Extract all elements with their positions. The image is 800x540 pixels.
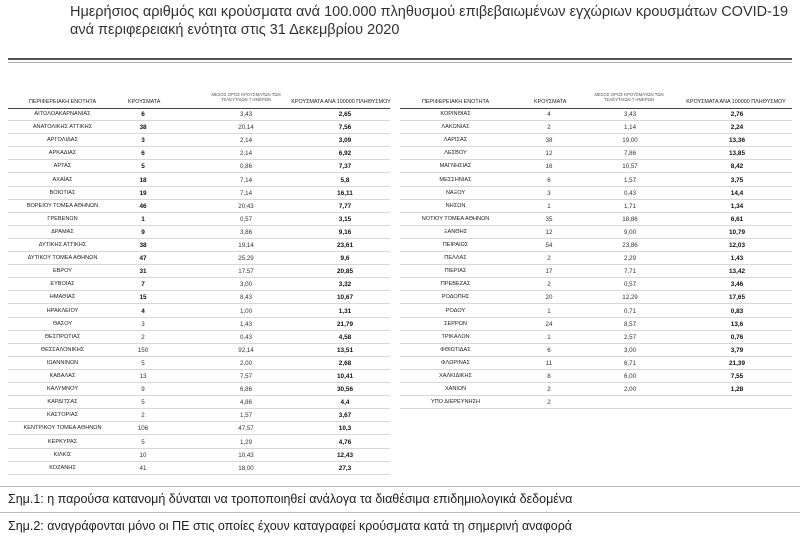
per100k-cell: 12,03 <box>729 242 745 249</box>
per100k-cell: 27,3 <box>338 464 352 472</box>
region-cell: ΘΕΣΣΑΛΟΝΙΚΗΣ <box>40 346 85 353</box>
region-cell: ΠΕΙΡΑΙΩΣ <box>442 242 469 248</box>
note-1: Σημ.1: η παρούσα κατανομή δύναται να τροποποιηθεί ανάλογα τα διαθέσιμα επιδημιολογικά δεδομένα <box>8 492 573 506</box>
avg-cell: 9,00 <box>623 228 637 236</box>
cases-cell: 2 <box>547 255 551 263</box>
cases-cell: 5 <box>141 163 145 171</box>
region-cell: ΚΕΡΚΥΡΑΣ <box>47 438 78 445</box>
avg-cell: 7,57 <box>239 373 253 380</box>
avg-cell: 12,29 <box>622 294 638 302</box>
avg-cell: 1,57 <box>239 412 253 420</box>
avg-cell: 47,57 <box>238 425 254 433</box>
per100k-cell: 12,43 <box>337 451 353 459</box>
row-separator <box>400 330 792 331</box>
region-cell: ΝΑΞΟΥ <box>445 189 466 196</box>
row-separator <box>8 172 390 173</box>
table-row <box>0 384 800 395</box>
table-row <box>0 188 800 199</box>
row-separator <box>400 159 792 160</box>
per100k-cell: 23,61 <box>337 242 353 249</box>
avg-cell: 17,57 <box>238 268 254 276</box>
cases-cell: 4 <box>547 111 551 118</box>
avg-cell: 19,00 <box>622 137 638 145</box>
cases-cell: 106 <box>137 425 149 433</box>
cases-cell: 1 <box>547 333 551 341</box>
cases-cell: 10 <box>139 451 147 459</box>
left-cases-header: ΚΡΟΥΣΜΑΤΑ <box>128 99 161 105</box>
per100k-cell: 6,92 <box>338 150 352 158</box>
avg-cell: 3,00 <box>623 346 637 354</box>
per100k-cell: 1,31 <box>338 307 352 315</box>
per100k-cell: 13,51 <box>337 346 353 354</box>
table-row <box>0 358 800 369</box>
region-cell: ΤΡΙΚΑΛΩΝ <box>441 333 470 340</box>
per100k-cell: 2,68 <box>338 359 352 367</box>
per100k-cell: 1,43 <box>730 255 744 263</box>
avg-cell: 0,71 <box>623 307 637 315</box>
per100k-cell: 1,34 <box>730 202 744 210</box>
avg-cell: 0,43 <box>623 189 637 197</box>
row-separator <box>8 277 390 278</box>
row-separator <box>8 159 390 160</box>
per100k-cell: 7,55 <box>730 373 744 380</box>
cases-cell: 54 <box>545 242 553 249</box>
cases-cell: 47 <box>139 255 147 263</box>
avg-cell: 0,57 <box>239 215 253 223</box>
region-cell: ΚΟΡΙΝΘΙΑΣ <box>440 111 471 117</box>
avg-cell: 23,86 <box>622 242 638 249</box>
page-heading: Ημερήσιος αριθμός και κρούσματα ανά 100.000 πληθυσμού επιβεβαιωμένων εγχώριων κρουσμάτων COVID-19 ανά περιφερειακή ενότητα στις 31 Δεκεμβρίου 2020 <box>70 4 789 38</box>
per100k-cell: 3,75 <box>730 176 744 184</box>
per100k-cell: 3,79 <box>730 346 744 354</box>
cases-cell: 6 <box>141 111 145 118</box>
region-cell: ΞΑΝΘΗΣ <box>443 228 468 235</box>
per100k-cell: 1,28 <box>730 386 744 394</box>
note-2: Σημ.2: αναγράφονται μόνο οι ΠΕ στις οποίες έχουν καταγραφεί κρούσματα κατά τη σημερινή αναφορά <box>8 519 573 533</box>
right-avg-header: ΜΕΣΟΣ ΟΡΟΣ ΚΡΟΥΣΜΑΤΩΝ ΤΩΝ ΤΕΛΕΥΤΑΙΩΝ 7 ΗΜΕΡΩΝ <box>594 92 664 102</box>
table-row <box>0 450 800 461</box>
row-separator <box>400 343 792 344</box>
table-row <box>0 161 800 172</box>
row-separator <box>8 303 390 304</box>
cases-cell: 9 <box>141 228 145 236</box>
per100k-cell: 2,65 <box>338 111 352 118</box>
cases-cell: 6 <box>141 150 145 158</box>
region-cell: ΓΡΕΒΕΝΩΝ <box>47 215 78 222</box>
row-separator <box>8 434 390 435</box>
avg-cell: 18,00 <box>238 464 254 472</box>
table-row <box>0 240 800 251</box>
per100k-cell: 13,36 <box>729 137 745 145</box>
region-cell: ΚΟΖΑΝΗΣ <box>49 464 76 471</box>
left-per100k-header: ΚΡΟΥΣΜΑΤΑ ΑΝΑ 100000 ΠΛΗΘΥΣΜΟΥ <box>291 99 391 105</box>
cases-cell: 5 <box>141 359 145 367</box>
cases-cell: 16 <box>545 163 553 171</box>
avg-cell: 25,29 <box>238 255 254 263</box>
row-separator <box>8 264 390 265</box>
cases-cell: 3 <box>141 320 145 328</box>
cases-cell: 38 <box>545 137 553 145</box>
cases-cell: 15 <box>139 294 147 302</box>
region-cell: ΔΥΤΙΚΟΥ ΤΟΜΕΑ ΑΘΗΝΩΝ <box>27 255 98 262</box>
avg-cell: 1,43 <box>239 320 253 328</box>
cases-cell: 11 <box>545 359 553 367</box>
cases-cell: 31 <box>139 268 147 276</box>
table-row <box>0 109 800 120</box>
region-cell: ΝΗΣΩΝ <box>445 202 466 209</box>
row-separator <box>400 382 792 383</box>
per100k-cell: 7,56 <box>338 124 352 132</box>
cases-cell: 7 <box>141 281 145 289</box>
cases-cell: 20 <box>545 294 553 302</box>
per100k-cell: 8,42 <box>730 163 744 171</box>
per100k-cell: 4,58 <box>338 333 352 341</box>
row-separator <box>400 212 792 213</box>
avg-cell: 8,57 <box>623 320 637 328</box>
avg-cell: 18,86 <box>622 215 638 223</box>
region-cell: ΡΟΔΟΠΗΣ <box>441 294 470 301</box>
region-cell: ΧΑΝΙΩΝ <box>444 386 467 393</box>
avg-cell: 2,14 <box>239 137 253 145</box>
row-separator <box>400 264 792 265</box>
table-row <box>0 266 800 277</box>
cases-cell: 35 <box>545 215 553 223</box>
per100k-cell: 10,3 <box>338 425 352 433</box>
cases-cell: 38 <box>139 242 147 249</box>
per100k-cell: 3,32 <box>338 281 352 289</box>
table-row <box>0 227 800 238</box>
cases-cell: 4 <box>141 307 145 315</box>
table-row <box>0 175 800 186</box>
cases-cell: 1 <box>547 202 551 210</box>
row-separator <box>400 290 792 291</box>
region-cell: ΚΙΛΚΙΣ <box>53 451 72 458</box>
avg-cell: 0,57 <box>623 281 637 289</box>
per100k-cell: 9,16 <box>338 228 352 236</box>
cases-cell: 24 <box>545 320 553 328</box>
table-row <box>0 332 800 343</box>
avg-cell: 2,00 <box>239 359 253 367</box>
region-cell: ΠΙΕΡΙΑΣ <box>444 268 467 275</box>
region-cell: ΛΑΚΩΝΙΑΣ <box>441 124 470 131</box>
per100k-cell: 5,8 <box>340 176 350 184</box>
avg-cell: 7,71 <box>623 268 637 276</box>
region-cell: ΗΜΑΘΙΑΣ <box>49 294 76 301</box>
region-cell: ΦΛΩΡΙΝΑΣ <box>441 359 470 366</box>
per100k-cell: 13,85 <box>729 150 745 158</box>
region-cell: ΑΝΑΤΟΛΙΚΗΣ ΑΤΤΙΚΗΣ <box>32 124 93 131</box>
region-cell: ΝΟΤΙΟΥ ΤΟΜΕΑ ΑΘΗΝΩΝ <box>421 215 490 222</box>
right-per100k-header: ΚΡΟΥΣΜΑΤΑ ΑΝΑ 100000 ΠΛΗΘΥΣΜΟΥ <box>686 99 786 105</box>
avg-cell: 2,14 <box>239 150 253 158</box>
cases-cell: 12 <box>545 150 553 158</box>
table-row <box>0 214 800 225</box>
per100k-cell: 7,37 <box>338 163 352 171</box>
per100k-cell: 10,67 <box>337 294 353 302</box>
region-cell: ΑΡΚΑΔΙΑΣ <box>48 150 77 157</box>
heading-rule-thin <box>8 62 792 63</box>
cases-cell: 41 <box>139 464 147 472</box>
per100k-cell: 30,56 <box>337 386 353 394</box>
avg-cell: 6,71 <box>623 359 637 367</box>
per100k-cell: 2,76 <box>730 111 744 118</box>
table-row <box>0 148 800 159</box>
per100k-cell: 10,41 <box>337 373 353 380</box>
region-cell: ΚΑΡΔΙΤΣΑΣ <box>47 399 78 406</box>
row-separator <box>8 343 390 344</box>
row-separator <box>8 330 390 331</box>
cases-cell: 2 <box>547 281 551 289</box>
row-separator <box>400 120 792 121</box>
row-separator <box>400 408 792 409</box>
row-separator <box>8 395 390 396</box>
avg-cell: 1,57 <box>623 176 637 184</box>
table-row <box>0 437 800 448</box>
region-cell: ΚΑΒΑΛΑΣ <box>49 373 76 379</box>
row-separator <box>8 199 390 200</box>
row-separator <box>8 421 390 422</box>
cases-cell: 2 <box>547 124 551 132</box>
region-cell: ΗΡΑΚΛΕΙΟΥ <box>46 307 79 314</box>
region-cell: ΡΟΔΟΥ <box>445 307 466 314</box>
avg-cell: 4,86 <box>239 399 253 407</box>
cases-cell: 19 <box>139 189 147 197</box>
cases-cell: 3 <box>141 137 145 145</box>
region-cell: ΑΧΑΪΑΣ <box>52 176 73 183</box>
cases-cell: 9 <box>141 386 145 394</box>
region-cell: ΙΩΑΝΝΙΝΩΝ <box>46 359 79 366</box>
avg-cell: 6,00 <box>623 373 637 380</box>
region-cell: ΕΥΒΟΙΑΣ <box>50 281 75 288</box>
row-separator <box>8 133 390 134</box>
region-cell: ΛΑΡΙΣΑΣ <box>443 137 468 144</box>
per100k-cell: 2,24 <box>730 124 744 132</box>
row-separator <box>400 317 792 318</box>
region-cell: ΣΕΡΡΩΝ <box>444 320 467 327</box>
row-separator <box>400 238 792 239</box>
row-separator <box>8 120 390 121</box>
avg-cell: 3,43 <box>239 111 253 118</box>
cases-cell: 2 <box>141 412 145 420</box>
avg-cell: 6,86 <box>239 386 253 394</box>
row-separator <box>400 146 792 147</box>
per100k-cell: 6,61 <box>730 215 744 223</box>
avg-cell: 92,14 <box>238 346 254 354</box>
avg-cell: 2,00 <box>623 386 637 394</box>
per100k-cell: 20,85 <box>337 268 353 276</box>
row-separator <box>400 172 792 173</box>
row-separator <box>400 356 792 357</box>
left-region-header: ΠΕΡΙΦΕΡΕΙΑΚΗ ΕΝΟΤΗΤΑ <box>28 99 97 105</box>
avg-cell: 0,86 <box>239 163 253 171</box>
region-cell: ΘΑΣΟΥ <box>52 320 73 327</box>
row-separator <box>8 382 390 383</box>
avg-cell: 3,00 <box>239 281 253 289</box>
region-cell: ΒΟΙΩΤΙΑΣ <box>49 189 76 196</box>
notes-divider <box>0 486 800 487</box>
avg-cell: 1,29 <box>239 438 253 446</box>
table-row <box>0 279 800 290</box>
per100k-cell: 14,4 <box>730 189 744 197</box>
table-row <box>0 423 800 434</box>
region-cell: ΜΑΓΝΗΣΙΑΣ <box>439 163 472 170</box>
region-cell: ΧΑΛΚΙΔΙΚΗΣ <box>438 373 472 379</box>
cases-cell: 150 <box>137 346 149 354</box>
region-cell: ΕΒΡΟΥ <box>52 268 73 275</box>
per100k-cell: 0,83 <box>730 307 744 315</box>
cases-cell: 6 <box>547 176 551 184</box>
table-row <box>0 135 800 146</box>
row-separator <box>400 251 792 252</box>
per100k-cell: 3,67 <box>338 412 352 420</box>
cases-cell: 5 <box>141 399 145 407</box>
row-separator <box>400 186 792 187</box>
cases-cell: 13 <box>139 373 147 380</box>
per100k-cell: 16,11 <box>337 189 353 197</box>
row-separator <box>8 146 390 147</box>
avg-cell: 7,14 <box>239 189 253 197</box>
row-separator <box>400 199 792 200</box>
row-separator <box>400 133 792 134</box>
row-separator <box>8 317 390 318</box>
avg-cell: 1,14 <box>623 124 637 132</box>
avg-cell: 10,43 <box>238 451 254 459</box>
cases-cell: 2 <box>547 386 551 394</box>
left-avg-header: ΜΕΣΟΣ ΟΡΟΣ ΚΡΟΥΣΜΑΤΩΝ ΤΩΝ ΤΕΛΕΥΤΑΙΩΝ 7 ΗΜΕΡΩΝ <box>211 92 281 102</box>
avg-cell: 8,43 <box>239 294 253 302</box>
avg-cell: 3,86 <box>239 228 253 236</box>
per100k-cell: 13,6 <box>730 320 744 328</box>
row-separator <box>8 225 390 226</box>
per100k-cell: 10,79 <box>729 228 745 236</box>
per100k-cell: 3,09 <box>338 137 352 145</box>
region-cell: ΚΑΛΥΜΝΟΥ <box>46 386 79 393</box>
row-separator <box>400 395 792 396</box>
per100k-cell: 21,39 <box>729 359 745 367</box>
right-region-header: ΠΕΡΙΦΕΡΕΙΑΚΗ ΕΝΟΤΗΤΑ <box>421 99 490 105</box>
row-separator <box>8 408 390 409</box>
per100k-cell: 0,76 <box>730 333 744 341</box>
avg-cell: 0,43 <box>239 333 253 341</box>
table-row <box>0 306 800 317</box>
per100k-cell: 17,65 <box>729 294 745 302</box>
table-row <box>0 292 800 303</box>
avg-cell: 1,00 <box>239 307 253 315</box>
table-row <box>0 371 800 382</box>
row-separator <box>8 212 390 213</box>
cases-cell: 1 <box>141 215 145 223</box>
cases-cell: 17 <box>545 268 553 276</box>
row-separator <box>8 448 390 449</box>
cases-cell: 5 <box>141 438 145 446</box>
heading-rule <box>8 58 792 60</box>
region-cell: ΠΕΛΛΑΣ <box>444 255 467 262</box>
notes-divider-2 <box>0 512 800 513</box>
region-cell: ΔΥΤΙΚΗΣ ΑΤΤΙΚΗΣ <box>38 242 87 248</box>
row-separator <box>400 277 792 278</box>
region-cell: ΛΕΣΒΟΥ <box>444 150 467 157</box>
per100k-cell: 21,79 <box>337 320 353 328</box>
region-cell: ΑΡΤΑΣ <box>53 163 72 170</box>
avg-cell: 20,14 <box>238 124 254 132</box>
avg-cell: 2,57 <box>623 333 637 341</box>
region-cell: ΠΡΕΒΕΖΑΣ <box>440 281 471 288</box>
right-cases-header: ΚΡΟΥΣΜΑΤΑ <box>534 99 567 105</box>
cases-cell: 12 <box>545 228 553 236</box>
per100k-cell: 3,46 <box>730 281 744 289</box>
region-cell: ΘΕΣΠΡΩΤΙΑΣ <box>44 333 81 340</box>
avg-cell: 7,86 <box>623 150 637 158</box>
row-separator <box>8 369 390 370</box>
per100k-cell: 4,4 <box>340 399 350 407</box>
avg-cell: 10,57 <box>622 163 638 171</box>
per100k-cell: 3,15 <box>338 215 352 223</box>
row-separator <box>8 461 390 462</box>
avg-cell: 3,43 <box>623 111 637 118</box>
per100k-cell: 9,6 <box>340 255 350 263</box>
cases-cell: 18 <box>139 176 147 184</box>
table-row <box>0 463 800 474</box>
cases-cell: 6 <box>547 346 551 354</box>
table-row <box>0 319 800 330</box>
row-separator <box>8 238 390 239</box>
row-separator <box>8 251 390 252</box>
region-cell: ΑΡΓΟΛΙΔΑΣ <box>46 137 78 144</box>
cases-cell: 1 <box>547 307 551 315</box>
row-separator <box>400 225 792 226</box>
row-separator <box>8 474 390 475</box>
avg-cell: 7,14 <box>239 176 253 184</box>
region-cell: ΒΟΡΕΙΟΥ ΤΟΜΕΑ ΑΘΗΝΩΝ <box>26 202 99 209</box>
per100k-cell: 4,76 <box>338 438 352 446</box>
avg-cell: 19,14 <box>238 242 254 249</box>
region-cell: ΥΠΟ ΔΙΕΡΕΥΝΗΣΗ <box>430 399 481 406</box>
cases-cell: 8 <box>547 373 551 380</box>
avg-cell: 20,43 <box>238 202 254 210</box>
region-cell: ΑΙΤΩΛΟΑΚΑΡΝΑΝΙΑΣ <box>34 111 91 117</box>
cases-cell: 38 <box>139 124 147 132</box>
table-row <box>0 397 800 408</box>
row-separator <box>8 186 390 187</box>
cases-cell: 46 <box>139 202 147 210</box>
cases-cell: 3 <box>547 189 551 197</box>
cases-cell: 2 <box>141 333 145 341</box>
table-row <box>0 253 800 264</box>
region-cell: ΔΡΑΜΑΣ <box>51 228 74 235</box>
table-row <box>0 201 800 212</box>
region-cell: ΚΑΣΤΟΡΙΑΣ <box>46 412 79 419</box>
cases-cell: 2 <box>547 399 551 407</box>
row-separator <box>400 369 792 370</box>
region-cell: ΜΕΣΣΗΝΙΑΣ <box>439 176 472 183</box>
table-row <box>0 410 800 421</box>
row-separator <box>400 303 792 304</box>
row-separator <box>8 356 390 357</box>
row-separator <box>8 290 390 291</box>
per100k-cell: 7,77 <box>338 202 352 210</box>
avg-cell: 1,71 <box>623 202 637 210</box>
table-row <box>0 345 800 356</box>
per100k-cell: 13,42 <box>729 268 745 276</box>
avg-cell: 2,29 <box>623 255 637 263</box>
region-cell: ΚΕΝΤΡΙΚΟΥ ΤΟΜΕΑ ΑΘΗΝΩΝ <box>23 425 102 432</box>
region-cell: ΦΘΙΩΤΙΔΑΣ <box>440 346 471 353</box>
table-row <box>0 122 800 133</box>
